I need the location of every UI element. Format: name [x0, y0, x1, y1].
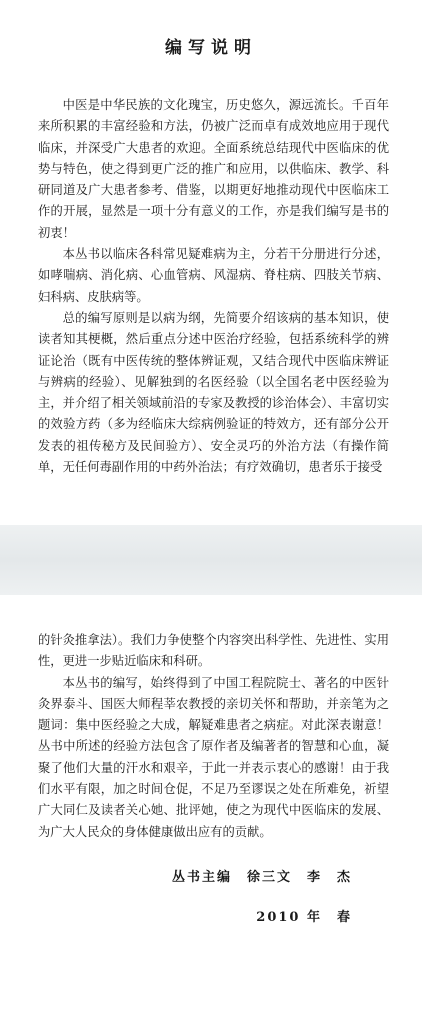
- page-gap: [0, 525, 422, 595]
- paragraph: 中医是中华民族的文化瑰宝，历史悠久，源远流长。千百年来所积累的丰富经验和方法，仍被广泛而卓有成效地应用于现代临床，并深受广大患者的欢迎。全面系统总结现代中医临床的优势与特色，使之得到更广泛的推广和应用，以供临床、教学、科研同道及广大患者参考、借鉴，以期更好地推动现代中医临床工作的开展，显然是一项十分有意义的工作，亦是我们编写是书的初衷！: [38, 98, 389, 240]
- signature-editors: 丛书主编 徐三文 李 杰: [171, 870, 352, 885]
- paragraph-continuation: 的针灸推拿法）。我们力争使整个内容突出科学性、先进性、实用性，更进一步贴近临床和科研。: [38, 633, 389, 669]
- paragraph: 本丛书以临床各科常见疑难病为主，分若干分册进行分述，如哮喘病、消化病、心血管病、风湿病、脊柱病、四肢关节病、妇科病、皮肤病等。: [38, 247, 389, 304]
- page1-body: [38, 95, 389, 478]
- signature-date: 2010 年 春: [256, 910, 352, 925]
- document-title: 编写说明: [165, 38, 257, 58]
- paragraph: 总的编写原则是以病为纲，先简要介绍该病的基本知识，使读者知其梗概，然后重点分述中医治疗经验，包括系统科学的辨证论治（既有中医传统的整体辨证观，又结合现代中医临床辨证与辨病的经验）、见解独到的名医经验（以全国名老中医经验为主，并介绍了相关领域前沿的专家及教授的诊治体会）、丰富切实的效验方药（多为经临床大综病例验证的特效方，还有部分公开发表的祖传秘方及民间验方）、安全灵巧的外治方法（有操作简单，无任何毒副作用的中药外治法；有疗效确切，患者乐于接受: [38, 310, 389, 475]
- paragraph: 本丛书的编写，始终得到了中国工程院院士、著名的中医针灸界泰斗、国医大师程莘农教授的亲切关怀和帮助，并亲笔为之题词：集中医经验之大成，解疑难患者之病症。对此深表谢意！丛书中所述的经验方法包含了原作者及编著者的智慧和心血，凝聚了他们大量的汗水和艰辛，于此一并表示衷心的感谢！由于我们水平有限，加之时间仓促，不足乃至谬误之处在所难免，祈望广大同仁及读者关心她、批评她，使之为现代中医临床的发展、为广大人民众的身体健康做出应有的贡献。: [38, 675, 389, 839]
- page2-body: [38, 630, 389, 843]
